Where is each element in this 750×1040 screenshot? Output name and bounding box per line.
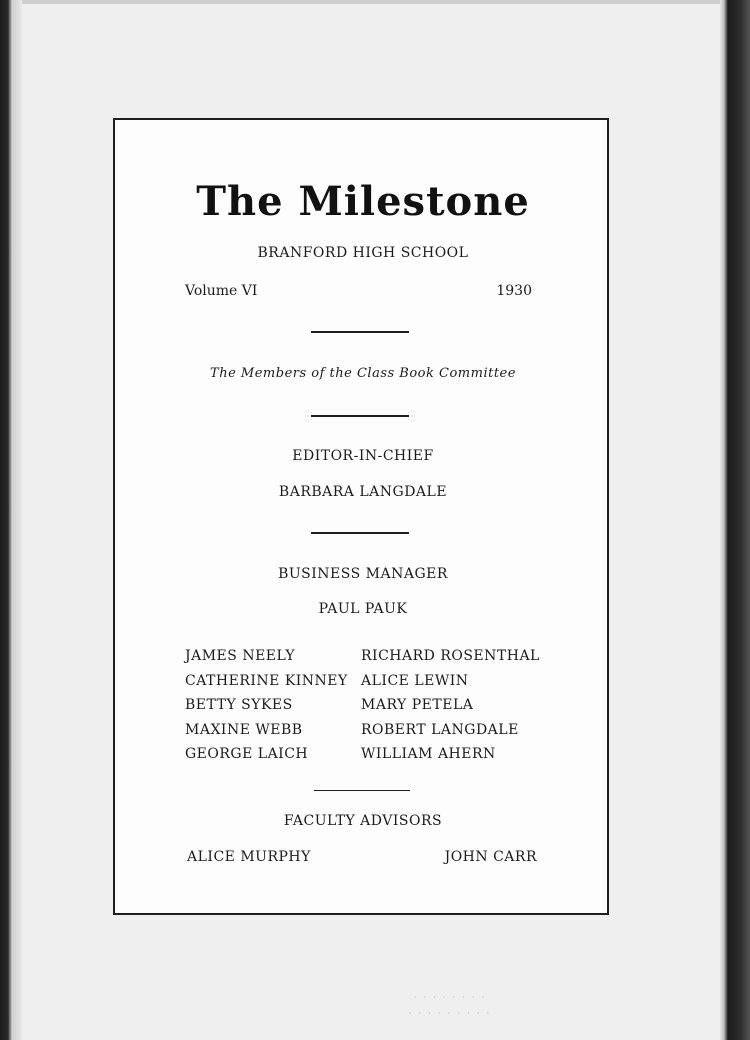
- page-title: The Milestone: [196, 178, 530, 225]
- faculty-advisors-heading: FACULTY ADVISORS: [283, 813, 443, 829]
- binding-left-edge: [0, 0, 22, 1040]
- school-name: BRANFORD HIGH SCHOOL: [257, 245, 469, 261]
- members-right-column: [361, 644, 540, 767]
- member-name: CATHERINE KINNEY: [185, 672, 348, 689]
- page-frame: [113, 118, 609, 915]
- member-name: WILLIAM AHERN: [361, 746, 496, 762]
- page-top-edge: [0, 0, 750, 4]
- member-name: JAMES NEELY: [185, 648, 296, 664]
- year-label: 1930: [496, 283, 532, 299]
- divider-rule: [311, 331, 409, 333]
- member-name: BETTY SYKES: [185, 697, 293, 713]
- divider-rule: [311, 415, 409, 417]
- member-name: ALICE LEWIN: [361, 672, 469, 689]
- binding-right-edge: [720, 0, 750, 1040]
- editor-heading: EDITOR-IN-CHIEF: [292, 448, 434, 464]
- divider-rule: [314, 790, 410, 791]
- member-name: MAXINE WEBB: [185, 721, 303, 738]
- business-manager-heading: BUSINESS MANAGER: [278, 566, 448, 582]
- member-name: ROBERT LANGDALE: [361, 721, 519, 738]
- business-manager-name: PAUL PAUK: [318, 601, 408, 617]
- editor-name: BARBARA LANGDALE: [278, 484, 448, 500]
- advisor-name: JOHN CARR: [444, 849, 537, 865]
- member-name: MARY PETELA: [361, 697, 474, 713]
- committee-heading: The Members of the Class Book Committee: [210, 366, 516, 381]
- member-name: RICHARD ROSENTHAL: [361, 648, 540, 664]
- divider-rule: [311, 532, 409, 534]
- members-left-column: [185, 644, 348, 767]
- volume-label: Volume VI: [185, 283, 258, 299]
- advisor-name: ALICE MURPHY: [187, 849, 311, 865]
- library-stamp-faint: · · · · · · · · · · · · · · · · ·: [408, 993, 492, 1019]
- member-name: GEORGE LAICH: [185, 746, 309, 762]
